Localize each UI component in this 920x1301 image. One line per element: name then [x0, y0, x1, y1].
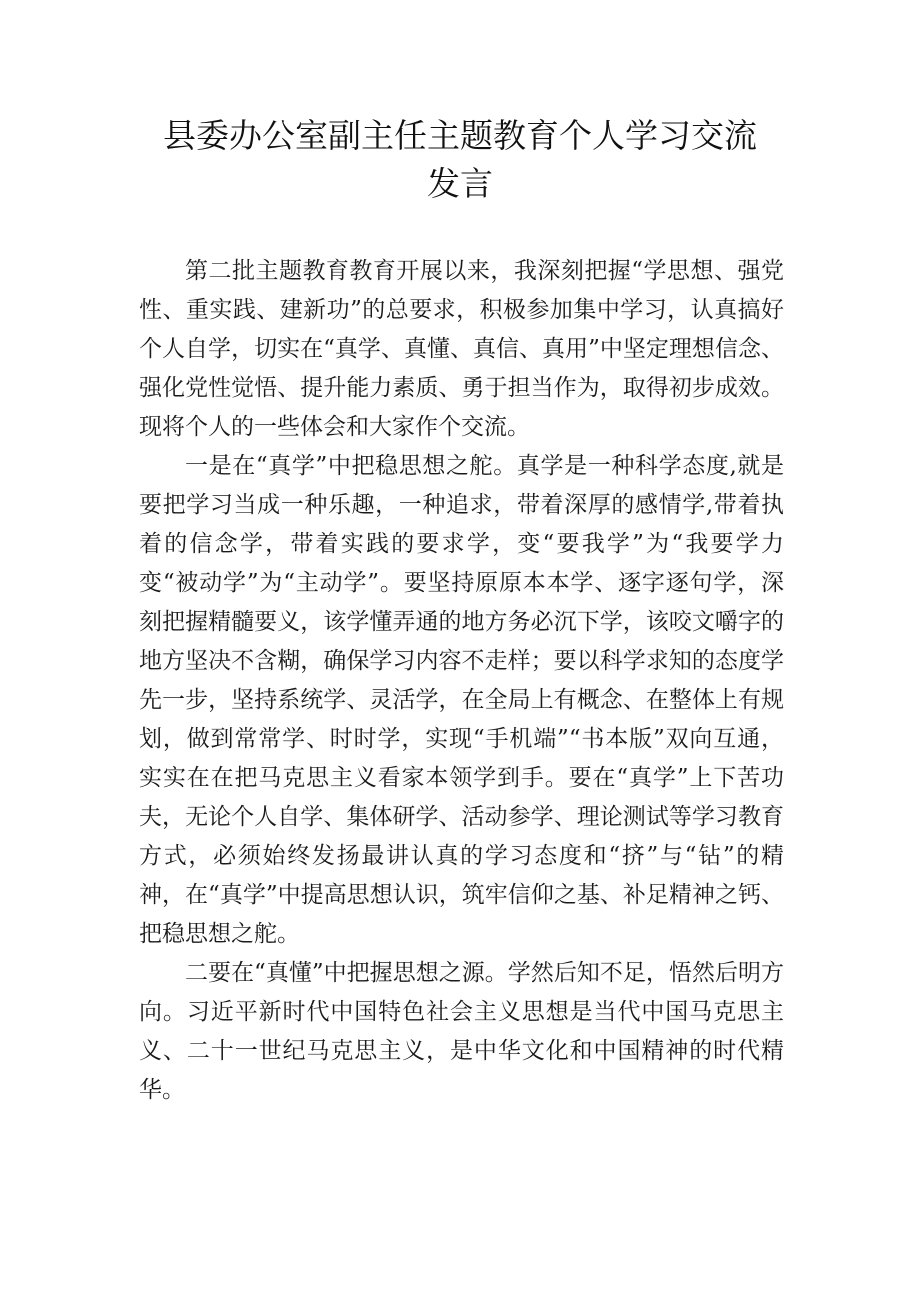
- paragraph-zhenxue: 一是在“真学”中把稳思想之舵。真学是一种科学态度,就是要把学习当成一种乐趣，一种追求，带着深厚的感情学,带着执着的信念学，带着实践的要求学，变“要我学”为“我要学力变“被动学”为“主动学”。要坚持原原本本学、逐字逐句学，深刻把握精髓要义，该学懂弄通的地方务必沉下学，该咬文嚼字的地方坚决不含糊，确保学习内容不走样；要以科学求知的态度学先一步，坚持系统学、灵活学，在全局上有概念、在整体上有规划，做到常常学、时时学，实现“手机端”“书本版”双向互通，实实在在把马克思主义看家本领学到手。要在“真学”上下苦功夫，无论个人自学、集体研学、活动参学、理论测试等学习教育方式，必须始终发扬最讲认真的学习态度和“挤”与“钻”的精神，在“真学”中提高思想认识，筑牢信仰之基、补足精神之钙、把稳思想之舵。: [139, 453, 784, 947]
- title-line-2: 发言: [427, 164, 493, 203]
- document-body: [139, 252, 784, 1110]
- title-line-1: 县委办公室副主任主题教育个人学习交流: [163, 116, 757, 155]
- paragraph-intro: 第二批主题教育教育开展以来，我深刻把握“学思想、强党性、重实践、建新功”的总要求，积极参加集中学习，认真搞好个人自学，切实在“真学、真懂、真信、真用”中坚定理想信念、强化党性觉悟、提升能力素质、勇于担当作为，取得初步成效。现将个人的一些体会和大家作个交流。: [139, 258, 784, 440]
- document-title: [120, 112, 800, 208]
- paragraph-zhendong: 二要在“真懂”中把握思想之源。学然后知不足，悟然后明方向。习近平新时代中国特色社会主义思想是当代中国马克思主义、二十一世纪马克思主义，是中华文化和中国精神的时代精华。: [139, 960, 784, 1103]
